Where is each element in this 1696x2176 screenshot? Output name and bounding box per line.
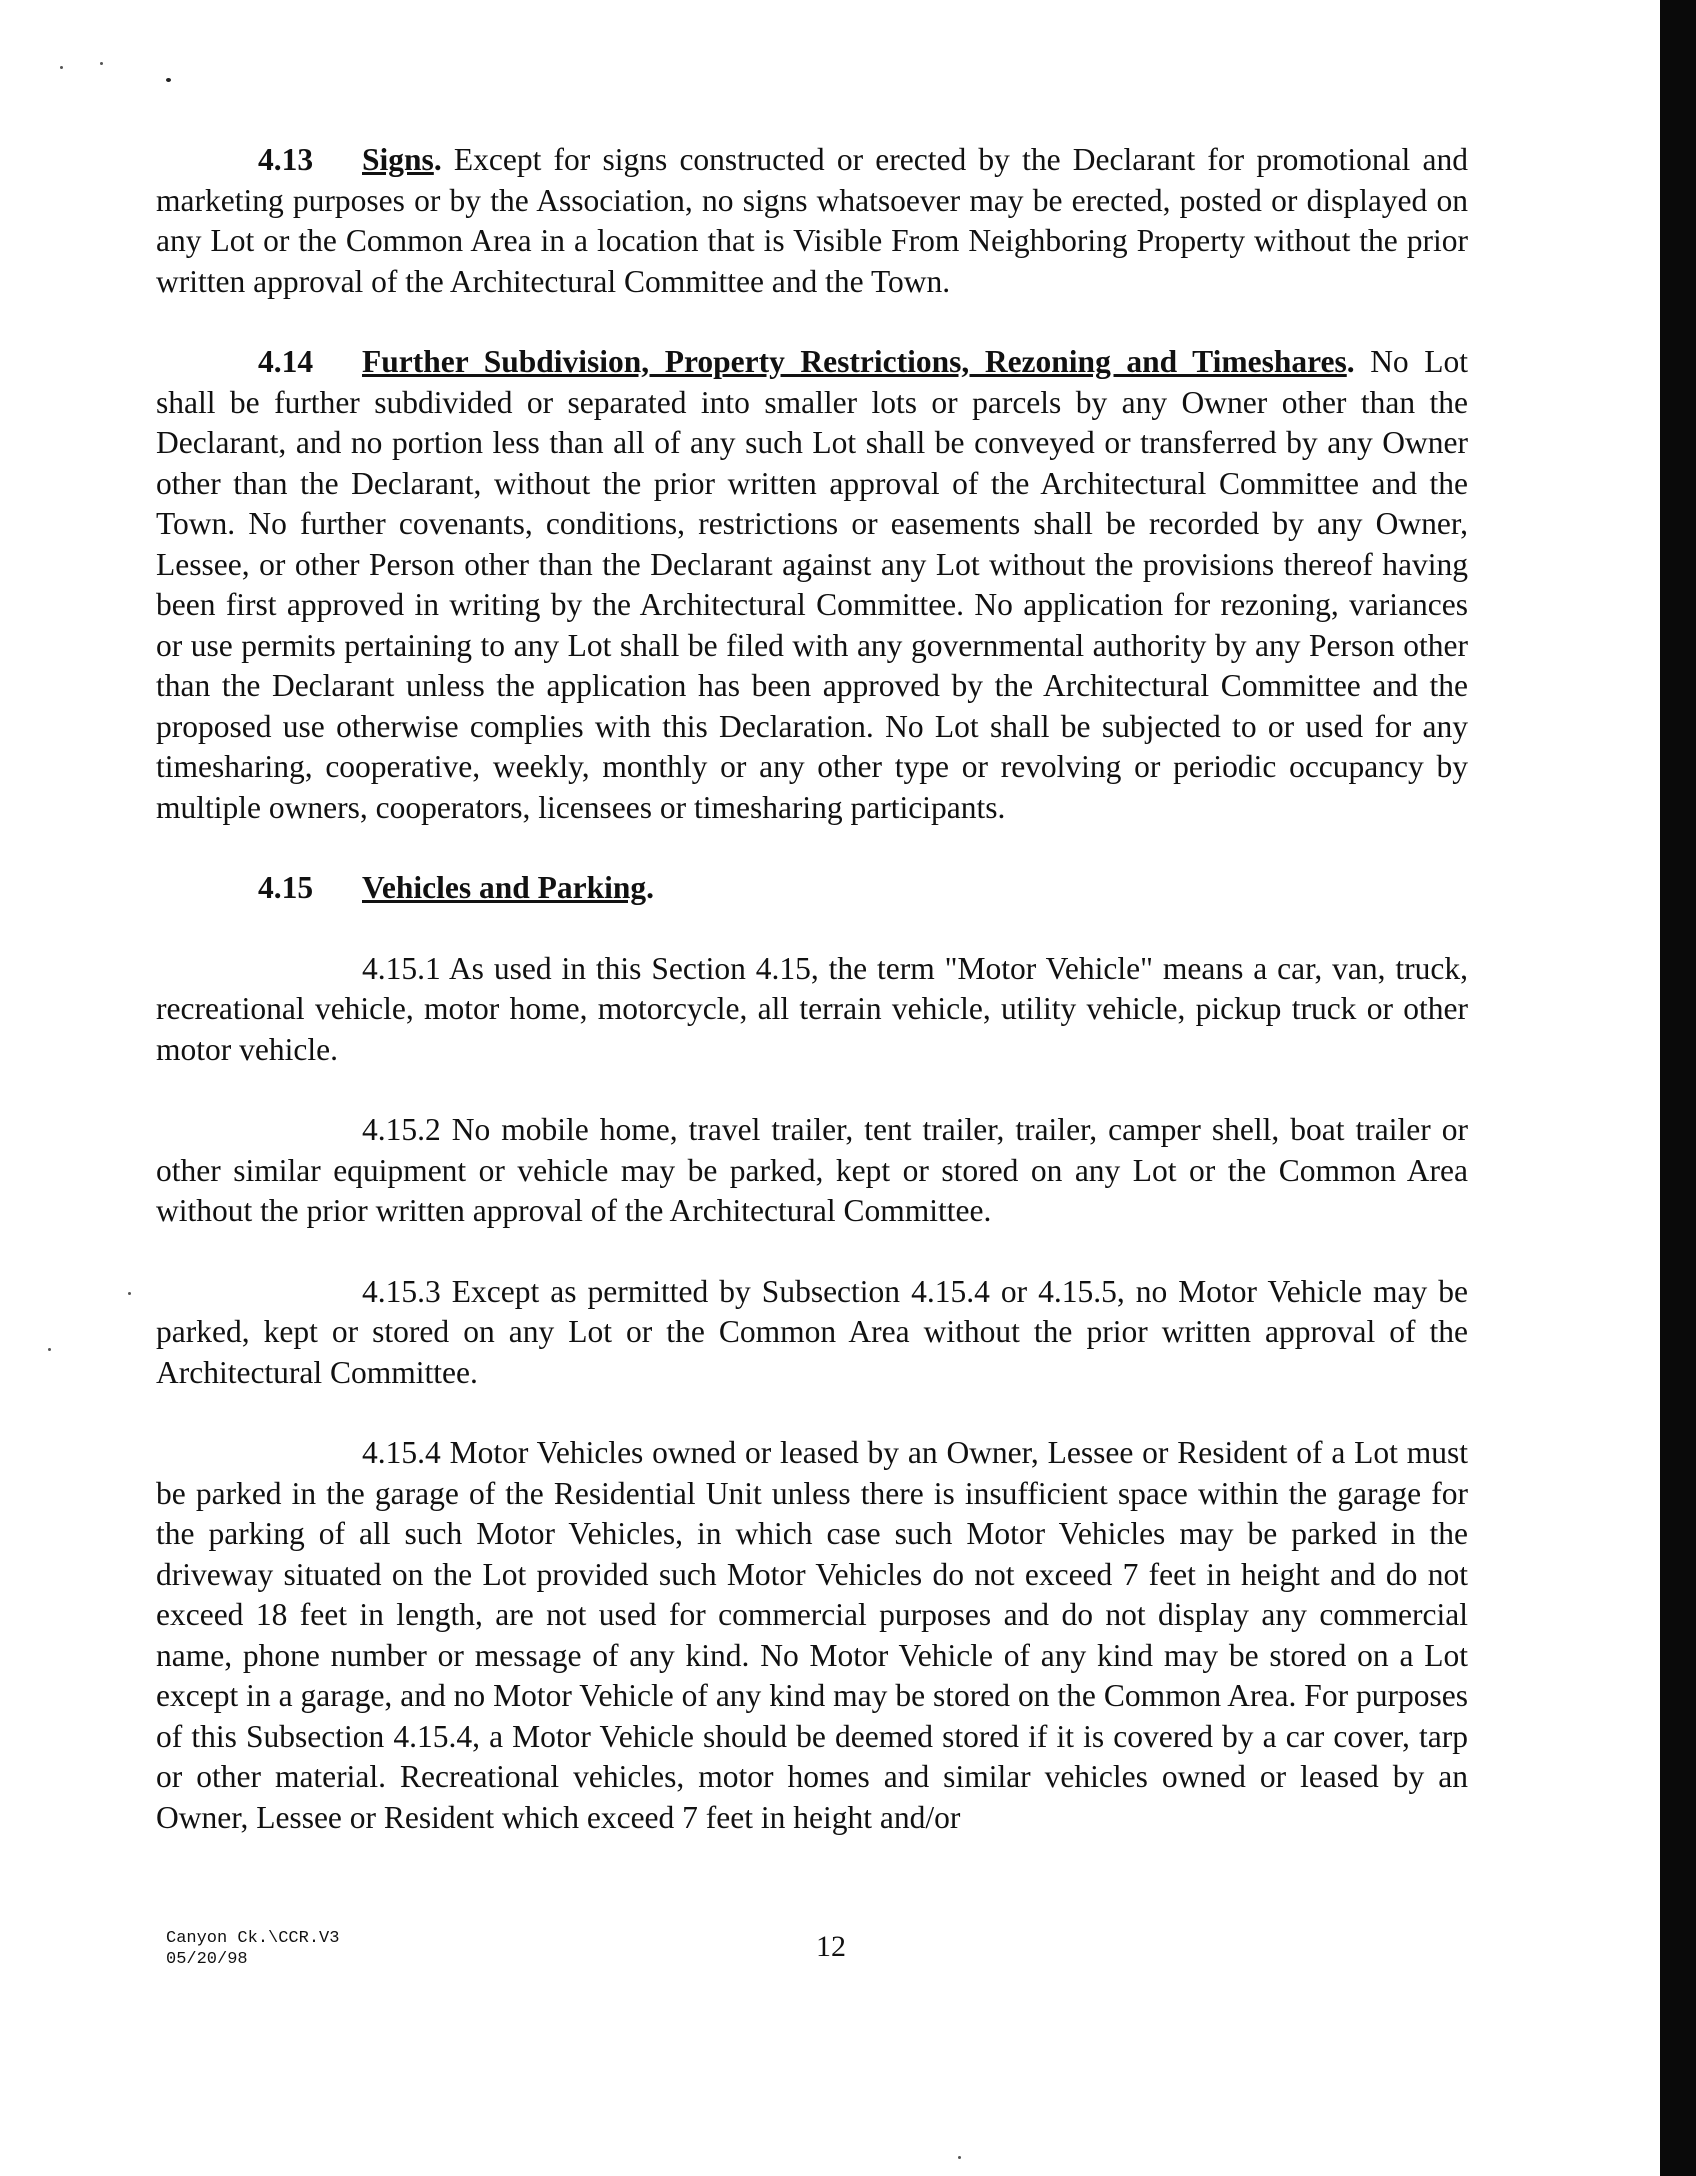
subsection-4-15-3	[156, 1272, 1468, 1394]
footer-file-ref: Canyon Ck.\CCR.V3	[166, 1929, 340, 1948]
footer-date: 05/20/98	[166, 1950, 248, 1969]
section-body: Except for signs constructed or erected by the Declarant for promotional and marketing purposes or by the Association, no signs whatsoever may be erected, posted or displayed on any Lot or the Common Area in a location that is Visible From Neighboring Property without the prior written approval of the Architectural Committee and the Town.	[156, 142, 1468, 299]
subsection-body: 4.15.2 No mobile home, travel trailer, tent trailer, trailer, camper shell, boat trailer or other similar equipment or vehicle may be parked, kept or stored on any Lot or the Common Area without the prior written approval of the Architectural Committee.	[156, 1112, 1468, 1228]
scan-speck	[48, 1348, 51, 1351]
section-title: Signs	[362, 142, 434, 177]
section-number: 4.14	[258, 344, 314, 379]
section-4-13	[156, 140, 1468, 302]
scan-speck	[958, 2156, 961, 2159]
scan-speck	[128, 1292, 131, 1295]
section-title-punct: .	[646, 870, 655, 905]
subsection-body: 4.15.3 Except as permitted by Subsection 4.15.4 or 4.15.5, no Motor Vehicle may be parked, kept or stored on any Lot or the Common Area without the prior written approval of the Architectural Committee.	[156, 1273, 1468, 1390]
subsection-4-15-1	[156, 949, 1468, 1071]
subsection-body: 4.15.1 As used in this Section 4.15, the term "Motor Vehicle" means a car, van, truck, recreational vehicle, motor home, motorcycle, all terrain vehicle, utility vehicle, pickup truck or other motor vehicle.	[156, 950, 1468, 1067]
subsection-4-15-4	[156, 1433, 1468, 1838]
subsection-body: 4.15.4 Motor Vehicles owned or leased by an Owner, Lessee or Resident of a Lot must be parked in the garage of the Residential Unit unless there is insufficient space within the garage for the parking of all such Motor Vehicles, in which case such Motor Vehicles may be parked in the driveway situated on the Lot provided such Motor Vehicles do not exceed 7 feet in height and do not exceed 18 feet in length, are not used for commercial purposes and do not display any commercial name, phone number or message of any kind. No Motor Vehicle of any kind may be stored on a Lot except in a garage, and no Motor Vehicle of any kind may be stored on the Common Area. For purposes of this Subsection 4.15.4, a Motor Vehicle should be deemed stored if it is covered by a car cover, tarp or other material. Recreational vehicles, motor homes and similar vehicles owned or leased by an Owner, Lessee or Resident which exceed 7 feet in height and/or	[156, 1435, 1468, 1835]
section-4-14	[156, 342, 1468, 828]
page-number: 12	[816, 1930, 846, 1963]
section-number: 4.13	[258, 142, 314, 177]
section-4-15-heading	[156, 868, 1468, 909]
subsection-4-15-2	[156, 1110, 1468, 1232]
scan-speck	[166, 78, 171, 82]
section-title-punct: .	[1346, 344, 1355, 379]
document-page	[156, 140, 1468, 1878]
section-title: Further Subdivision, Property Restrictions, Rezoning and Timeshares	[362, 344, 1347, 379]
scan-speck	[100, 62, 103, 65]
section-title: Vehicles and Parking	[362, 870, 647, 905]
page-footer	[166, 1928, 1476, 1970]
section-number: 4.15	[258, 870, 314, 905]
section-title-punct: .	[433, 142, 442, 177]
scan-speck	[60, 66, 63, 69]
section-body: No Lot shall be further subdivided or separated into smaller lots or parcels by any Owner other than the Declarant, and no portion less than all of any such Lot shall be conveyed or transferred by any Owner other than the Declarant, without the prior written approval of the Architectural Committee and the Town. No further covenants, conditions, restrictions or easements shall be recorded by any Owner, Lessee, or other Person other than the Declarant against any Lot without the provisions thereof having been first approved in writing by the Architectural Committee. No application for rezoning, variances or use permits pertaining to any Lot shall be filed with any governmental authority by any Person other than the Declarant unless the application has been approved by the Architectural Committee and the proposed use otherwise complies with this Declaration. No Lot shall be subjected to or used for any timesharing, cooperative, weekly, monthly or any other type or revolving or periodic occupancy by multiple owners, cooperators, licensees or timesharing participants.	[156, 344, 1468, 825]
scan-edge-bar	[1660, 0, 1696, 2176]
